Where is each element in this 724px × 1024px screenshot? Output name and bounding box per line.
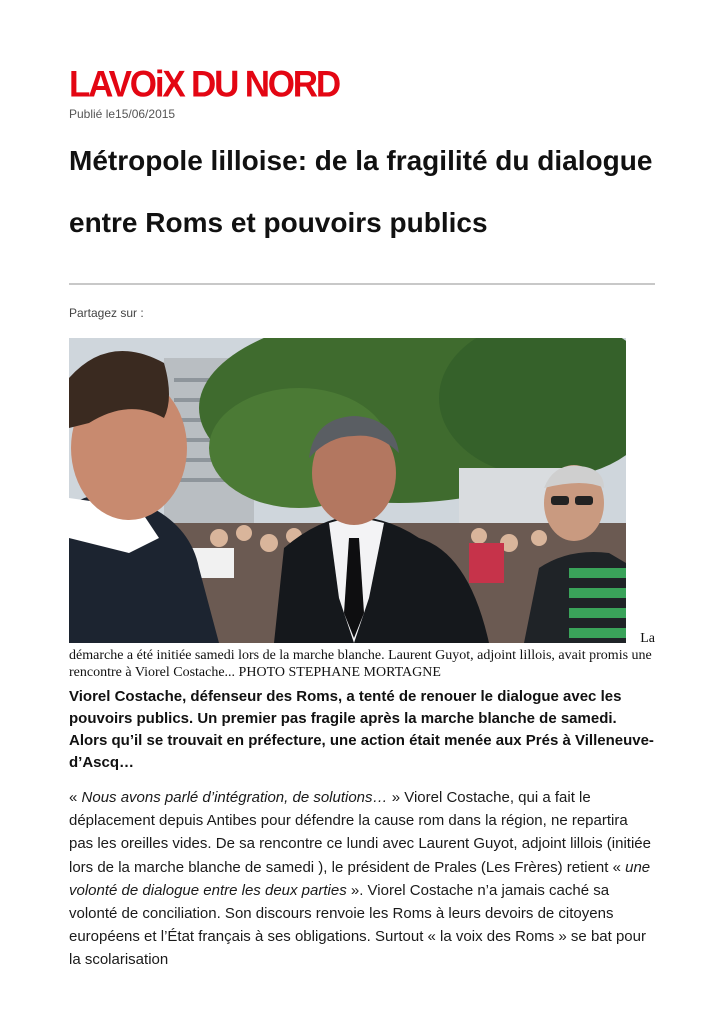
article-title: Métropole lilloise: de la fragilité du dialogue entre Roms et pouvoirs publics: [69, 145, 653, 238]
photo-caption: [69, 630, 659, 681]
article-lead: Viorel Costache, défenseur des Roms, a tenté de renouer le dialogue avec les pouvoirs publics. Un premier pas fragile après la marche blanche de samedi. Alors qu’il se trouvait en préfecture, une action était menée aux Prés à Villeneuve-d’Ascq…: [69, 688, 654, 771]
article-body: [69, 786, 655, 972]
publication-date: Publié le15/06/2015: [69, 107, 176, 121]
body-quote-2: une volonté de dialogue entre les deux parties: [69, 858, 651, 899]
caption-text: démarche a été initiée samedi lors de la marche blanche. Laurent Guyot, adjoint lillois, avait promis une rencontre à Viorel Costache... PHOTO STEPHANE MORTAGNE: [69, 648, 652, 680]
caption-lead: La: [640, 631, 655, 646]
body-part-2: ». Viorel Costache n’a jamais caché sa volonté de conciliation. Son discours renvoie les Roms à leurs devoirs de citoyens européens et l’État français à ses obligations. Surtout « la voix des Roms » se bat pour la scolarisation: [69, 881, 646, 969]
share-label: Partagez sur :: [69, 306, 144, 320]
divider: [69, 283, 655, 285]
body-quote-open: «: [69, 789, 82, 806]
body-part-1: » Viorel Costache, qui a fait le déplacement depuis Antibes pour défendre la cause rom dans la région, ne repartira pas les oreilles vides. De sa rencontre ce lundi avec Laurent Guyot, adjoint lillois (initiée lors de la marche blanche de samedi ), le président de Prales (Les Frères) retient «: [69, 789, 651, 876]
newspaper-logo[interactable]: LAVOiX DU NORD: [69, 63, 339, 105]
article-photo: [69, 338, 626, 643]
body-quote-1: Nous avons parlé d’intégration, de solutions…: [81, 789, 388, 806]
